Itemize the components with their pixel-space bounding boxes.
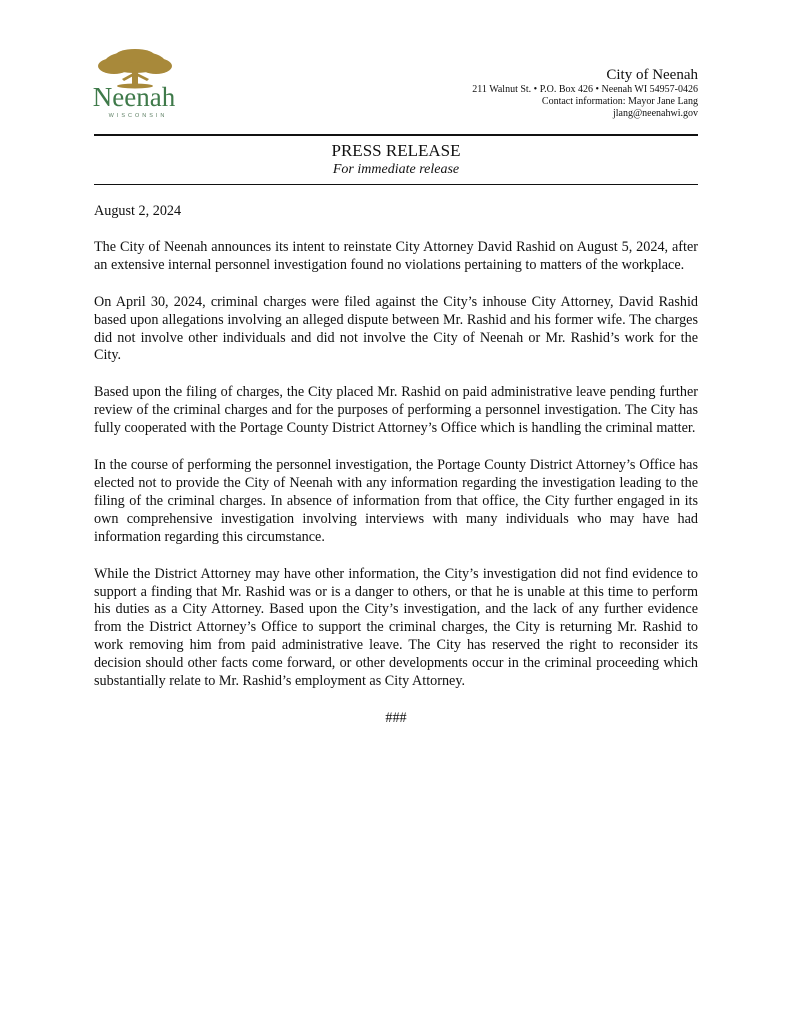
body-paragraph: While the District Attorney may have other information, the City’s investigation did not find evidence to support a finding that Mr. Rashid was or is a danger to others, or that he is unable at this time to perform his duties as a City Attorney. Based upon the City’s investigation, and the lack of any further evidence from the District Attorney’s Office to support the criminal charges, the City is returning Mr. Rashid to work removing him from paid administrative leave. The City has reserved the right to reconsider its decision should other facts come forward, or other developments occur in the criminal proceeding which substantially relate to Mr. Rashid’s employment as City Attorney. [94, 565, 698, 690]
body-paragraph: In the course of performing the personnel investigation, the Portage County District Attorney’s Office has elected not to provide the City of Neenah with any information regarding the investigation leading to the filing of the criminal charges. In absence of information from that office, the City further engaged in its own comprehensive investigation involving interviews with many individuals who may have had information regarding this circumstance. [94, 457, 698, 545]
document-heading [94, 141, 698, 179]
header-rule-bottom [94, 184, 698, 185]
end-mark: ### [385, 709, 407, 726]
header-rule-top [94, 134, 698, 136]
release-date: August 2, 2024 [94, 203, 182, 219]
document-title: PRESS RELEASE [331, 141, 461, 160]
city-logo [88, 48, 184, 124]
letterhead-contact [472, 66, 698, 120]
body-paragraph: On April 30, 2024, criminal charges were filed against the City’s inhouse City Attorney, David Rashid based upon allegations involving an alleged dispute between Mr. Rashid and his former wife. The charges did not involve other individuals and did not involve the City of Neenah or Mr. Rashid’s work for the City. [94, 293, 698, 364]
contact-line: Contact information: Mayor Jane Lang [541, 96, 698, 107]
email-line: jlang@neenahwi.gov [612, 108, 698, 119]
address-line: 211 Walnut St. • P.O. Box 426 • Neenah WI 54957-0426 [472, 84, 698, 95]
body-paragraph: The City of Neenah announces its intent to reinstate City Attorney David Rashid on August 5, 2024, after an extensive internal personnel investigation found no violations pertaining to matters of the workplace. [94, 238, 698, 273]
logo-tagline: WISCONSIN [108, 113, 168, 119]
document-body [94, 203, 698, 747]
document-subtitle: For immediate release [332, 162, 460, 177]
body-paragraph: Based upon the filing of charges, the City placed Mr. Rashid on paid administrative leave pending further review of the criminal charges and for the purposes of performing a personnel investigation. The City has fully cooperated with the Portage County District Attorney’s Office which is handling the criminal matter. [94, 384, 698, 437]
organization-name: City of Neenah [606, 67, 698, 83]
logo-wordmark: Neenah [92, 82, 176, 112]
